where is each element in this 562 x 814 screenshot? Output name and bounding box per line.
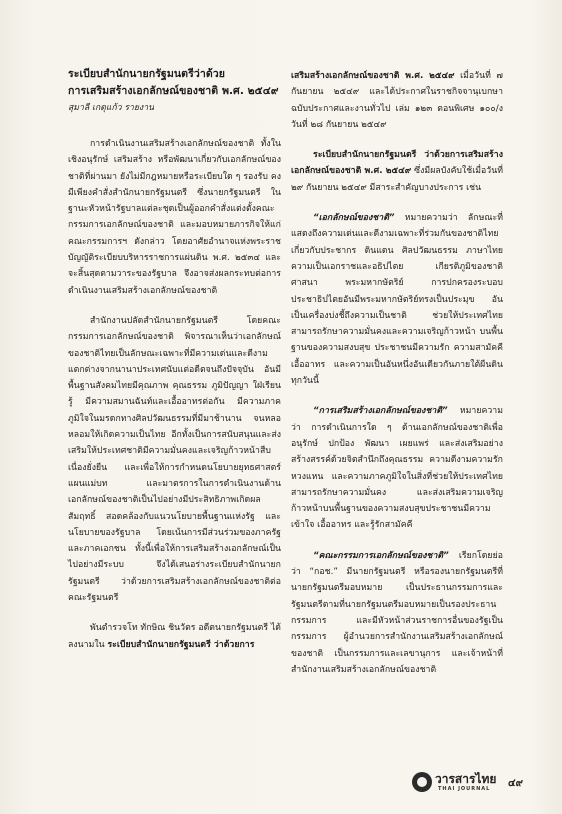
signing-text: พันตำรวจโท ทักษิณ ชินวัตร อดีตนายกรัฐมนตรี ได้ลงนามใน: [68, 623, 281, 650]
byline: สุมาลี เกตุแก้ว รายงาน: [68, 103, 155, 113]
journal-logo-subtitle: THAI JOURNAL: [438, 786, 491, 792]
page-footer: [412, 772, 522, 796]
term-national-identity: “เอกลักษณ์ของชาติ”: [313, 213, 395, 224]
definition-text-3: เรียกโดยย่อว่า “กอช.” มีนายกรัฐมนตรี หรือรองนายกรัฐมนตรีที่นายกรัฐมนตรีมอบหมาย เป็นประธานกรรมการและรัฐมนตรีตามที่นายกรัฐมนตรีมอบหมายเป็นรองประธานกรรมการ และมีหัวหน้าส่วนราชการอื่นของรัฐเป็นกรรมการ ผู้อำนวยการสำนักงานเสริมสร้างเอกลักษณ์ของชาติ เป็นกรรมการและเลขานุการ และเจ้าหน้าที่สำนักงานเสริมสร้างเอกลักษณ์ของชาติ: [291, 550, 503, 675]
paragraph-publication: [291, 68, 503, 133]
paragraph-signing: [68, 620, 281, 653]
regulation-name-start: ระเบียบสำนักนายกรัฐมนตรี ว่าด้วยการ: [107, 639, 255, 650]
page-number: ๔๙: [508, 778, 523, 789]
enforcement-text: ซึ่งมีผลบังคับใช้เมื่อวันที่ ๒๙ กันยายน ๒๕๔๙ มีสาระสำคัญบางประการ เช่น: [291, 166, 503, 193]
definition-committee: [291, 548, 503, 678]
term-strengthening: “การเสริมสร้างเอกลักษณ์ของชาติ”: [313, 406, 448, 417]
term-committee: “คณะกรรมการเอกลักษณ์ของชาติ”: [313, 550, 449, 561]
article-title-line-1: ระเบียบสำนักนายกรัฐมนตรีว่าด้วย: [68, 68, 226, 80]
journal-logo: วารสารไทย: [435, 772, 497, 786]
definition-text-1: หมายความว่า ลักษณะที่แสดงถึงความเด่นและดีงามเฉพาะที่ร่วมกันของชาติไทย เกี่ยวกับประชากร ดินแดน ศิลปวัฒนธรรม ภาษาไทย ความเป็นเอกราชและอธิปไตย เกียรติภูมิของชาติ ศาสนา พระมหากษัตริย์ การปกครองระบอบประชาธิปไตยอันมีพระมหากษัตริย์ทรงเป็นประมุข อันเป็นเครื่องบ่งชี้ถึงความเป็นชาติ ช่วยให้ประเทศไทยสามารถรักษาความมั่นคงและความเจริญก้าวหน้า บนพื้นฐานของความสงบสุข ประชาชนมีความรัก ความสามัคคี เอื้ออาทร และความเป็นอันหนึ่งอันเดียวกันภายใต้ผืนดินทุกวันนี้: [291, 213, 503, 387]
regulation-name: ระเบียบสำนักนายกรัฐมนตรี ว่าด้วยการเสริมสร้างเอกลักษณ์ของชาติ พ.ศ. ๒๕๔๙: [291, 150, 503, 177]
right-column: [291, 68, 503, 678]
left-column: [68, 66, 281, 653]
paragraph-intro: การดำเนินงานเสริมสร้างเอกลักษณ์ของชาติ ทั้งในเชิงอนุรักษ์ เสริมสร้าง หรือพัฒนาเกี่ยวกับเอกลักษณ์ของชาติที่ผ่านมา ยังไม่มีกฎหมายหรือระเบียบใด ๆ รองรับ คงมีเพียงคำสั่งสำนักนายกรัฐมนตรี ซึ่งนายกรัฐมนตรี ในฐานะหัวหน้ารัฐบาลแต่ละชุดเป็นผู้ออกคำสั่งแต่งตั้งคณะกรรมการเอกลักษณ์ของชาติ และมอบหมายภารกิจให้แก่คณะกรรมการฯ ดังกล่าว โดยอาศัยอำนาจแห่งพระราชบัญญัติระเบียบบริหารราชการแผ่นดิน พ.ศ. ๒๕๓๔ และจะสิ้นสุดตามวาระของรัฐบาล จึงอาจส่งผลกระทบต่อการดำเนินงานเสริมสร้างเอกลักษณ์ของชาติ: [68, 139, 281, 296]
definition-strengthening: [291, 403, 503, 533]
journal-logo-icon: [412, 772, 432, 792]
regulation-name-end: เสริมสร้างเอกลักษณ์ของชาติ พ.ศ. ๒๕๔๙: [291, 71, 455, 81]
paragraph-enforcement: [291, 147, 503, 196]
definition-text-2: หมายความว่า การดำเนินการใด ๆ ด้านเอกลักษณ์ของชาติเพื่ออนุรักษ์ ปกป้อง พัฒนา เผยแพร่ และส่งเสริมอย่างสร้างสรรค์ด้วยจิตสำนึกถึงคุณธรรม ความดีงามความรัก หวงแหน และความภาคภูมิใจในสิ่งที่ช่วยให้ประเทศไทยสามารถรักษาความมั่นคง และส่งเสริมความเจริญก้าวหน้าบนพื้นฐานของความสงบสุขประชาชนมีความเข้าใจ เอื้ออาทร และรู้รักสามัคคี: [291, 406, 503, 531]
publication-text: เมื่อวันที่ ๗ กันยายน ๒๕๔๙ และได้ประกาศในราชกิจจานุเบกษา ฉบับประกาศและงานทั่วไป เล่ม ๑๒๓ ตอนพิเศษ ๑๐๐/ง วันที่ ๒๘ กันยายน ๒๕๔๙: [291, 71, 503, 130]
definition-national-identity: [291, 210, 503, 389]
paragraph-background: สำนักงานปลัดสำนักนายกรัฐมนตรี โดยคณะกรรมการเอกลักษณ์ของชาติ พิจารณาเห็นว่าเอกลักษณ์ของชาติไทยเป็นลักษณะเฉพาะที่มีความเด่นและดีงามแตกต่างจากนานาประเทศนับแต่อดีตจนถึงปัจจุบัน อันมีพื้นฐานสังคมไทยมีคุณภาพ คุณธรรม ภูมิปัญญา ใฝ่เรียนรู้ มีความสมานฉันท์และเอื้ออาทรต่อกัน มีความภาคภูมิใจในมรดกทางศิลปวัฒนธรรมที่มีมาช้านาน จนหลอหลอมให้เกิดความเป็นไทย อีกทั้งเป็นการสนับสนุนและส่งเสริมให้ประเทศชาติมีความมั่นคงและเจริญก้าวหน้าสืบเนื่องยั่งยืน และเพื่อให้การกำหนดนโยบายยุทธศาสตร์ แผนแม่บท และมาตรการในการดำเนินงานด้านเอกลักษณ์ของชาติเป็นไปอย่างมีประสิทธิภาพเกิดผลสัมฤทธิ์ สอดคล้องกับแนวนโยบายพื้นฐานแห่งรัฐ และนโยบายของรัฐบาล โดยเน้นการมีส่วนร่วมของภาครัฐและภาคเอกชน ทั้งนี้เพื่อให้การเสริมสร้างเอกลักษณ์เป็นไปอย่างมีระบบ จึงได้เสนอร่างระเบียบสำนักนายกรัฐมนตรี ว่าด้วยการเสริมสร้างเอกลักษณ์ของชาติต่อคณะรัฐมนตรี: [68, 315, 281, 604]
article-title-line-2: การเสริมสร้างเอกลักษณ์ของชาติ พ.ศ. ๒๕๔๙: [68, 85, 279, 97]
